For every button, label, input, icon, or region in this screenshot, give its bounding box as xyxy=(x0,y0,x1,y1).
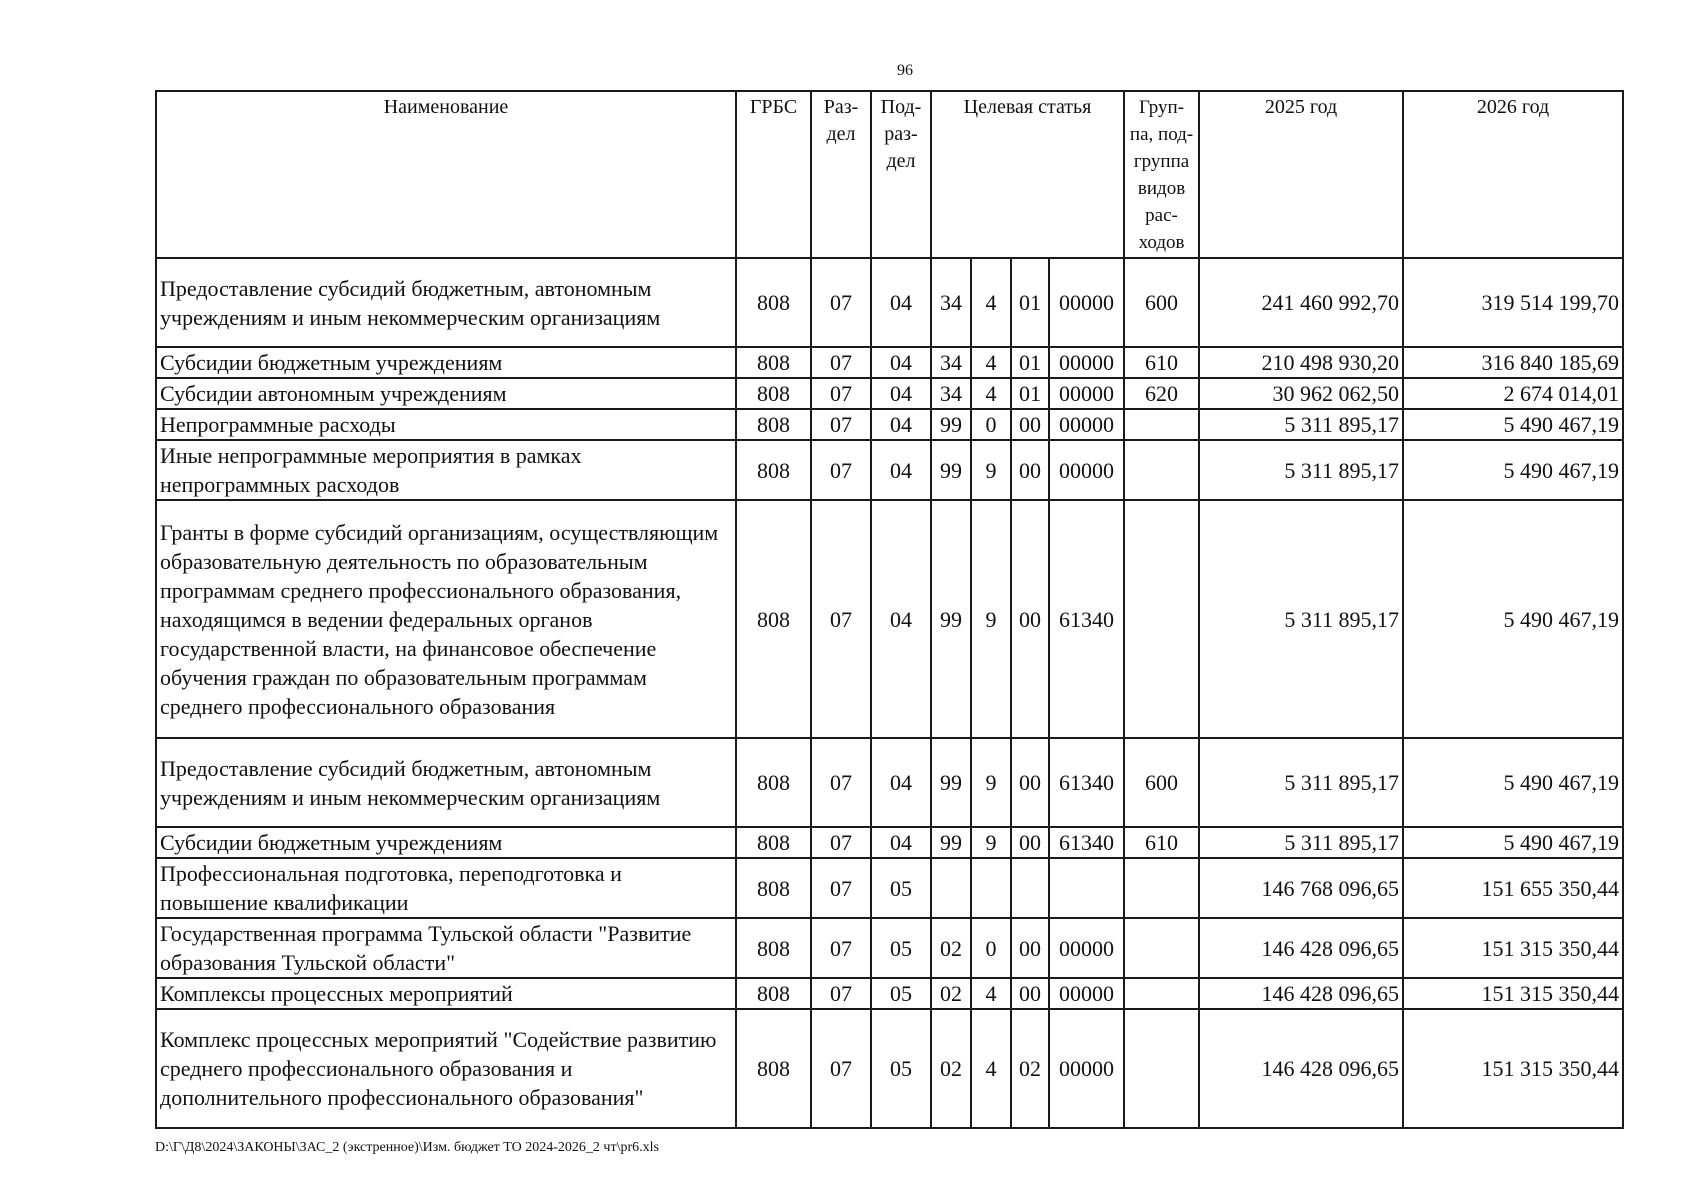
table-row xyxy=(156,258,1623,347)
cell-podrazdel: 05 xyxy=(871,858,931,918)
cell-name: Предоставление субсидий бюджетным, автономным учреждениям и иным некоммерческим организациям xyxy=(156,738,736,827)
cell-name: Субсидии бюджетным учреждениям xyxy=(156,347,736,378)
cell-podrazdel: 05 xyxy=(871,1009,931,1128)
cell-razdel: 07 xyxy=(811,378,871,409)
cell-name: Комплексы процессных мероприятий xyxy=(156,978,736,1009)
table-row xyxy=(156,378,1623,409)
cell-podrazdel: 05 xyxy=(871,978,931,1009)
cell-target-subprogram: 01 xyxy=(1011,378,1049,409)
cell-grbs: 808 xyxy=(736,440,811,500)
cell-amount-2026: 319 514 199,70 xyxy=(1403,258,1623,347)
cell-razdel: 07 xyxy=(811,827,871,858)
cell-razdel: 07 xyxy=(811,500,871,738)
cell-target-type: 4 xyxy=(971,378,1011,409)
cell-name: Государственная программа Тульской области "Развитие образования Тульской области" xyxy=(156,918,736,978)
cell-expense-group xyxy=(1124,1009,1199,1128)
cell-grbs: 808 xyxy=(736,347,811,378)
cell-target-subprogram: 00 xyxy=(1011,500,1049,738)
table-row xyxy=(156,409,1623,440)
table-row xyxy=(156,738,1623,827)
cell-amount-2026: 151 315 350,44 xyxy=(1403,918,1623,978)
header-row xyxy=(156,91,1623,258)
cell-amount-2026: 2 674 014,01 xyxy=(1403,378,1623,409)
header-expense-group: Груп- па, под- группа видов рас- ходов xyxy=(1124,91,1199,258)
cell-target-program: 99 xyxy=(931,500,971,738)
header-name: Наименование xyxy=(156,91,736,258)
cell-amount-2025: 146 768 096,65 xyxy=(1199,858,1403,918)
cell-target-direction: 00000 xyxy=(1049,440,1124,500)
cell-expense-group: 620 xyxy=(1124,378,1199,409)
cell-target-type: 0 xyxy=(971,409,1011,440)
cell-target-program: 02 xyxy=(931,918,971,978)
cell-expense-group xyxy=(1124,409,1199,440)
cell-name: Субсидии бюджетным учреждениям xyxy=(156,827,736,858)
cell-target-direction: 00000 xyxy=(1049,1009,1124,1128)
cell-target-program: 34 xyxy=(931,378,971,409)
cell-target-program: 02 xyxy=(931,1009,971,1128)
cell-grbs: 808 xyxy=(736,258,811,347)
cell-amount-2025: 241 460 992,70 xyxy=(1199,258,1403,347)
cell-target-program: 99 xyxy=(931,827,971,858)
header-year-2026: 2026 год xyxy=(1403,91,1623,258)
cell-amount-2025: 5 311 895,17 xyxy=(1199,440,1403,500)
cell-amount-2025: 5 311 895,17 xyxy=(1199,409,1403,440)
cell-podrazdel: 04 xyxy=(871,409,931,440)
cell-amount-2026: 151 655 350,44 xyxy=(1403,858,1623,918)
cell-target-type: 0 xyxy=(971,918,1011,978)
cell-name: Непрограммные расходы xyxy=(156,409,736,440)
cell-amount-2025: 5 311 895,17 xyxy=(1199,827,1403,858)
cell-grbs: 808 xyxy=(736,978,811,1009)
cell-razdel: 07 xyxy=(811,440,871,500)
cell-podrazdel: 04 xyxy=(871,258,931,347)
cell-target-subprogram: 00 xyxy=(1011,978,1049,1009)
budget-table xyxy=(155,90,1624,1129)
cell-target-type: 4 xyxy=(971,258,1011,347)
header-podrazdel: Под- раз- дел xyxy=(871,91,931,258)
cell-razdel: 07 xyxy=(811,409,871,440)
cell-expense-group: 600 xyxy=(1124,258,1199,347)
table-row xyxy=(156,347,1623,378)
cell-razdel: 07 xyxy=(811,738,871,827)
cell-podrazdel: 04 xyxy=(871,378,931,409)
cell-amount-2026: 5 490 467,19 xyxy=(1403,409,1623,440)
cell-target-subprogram: 00 xyxy=(1011,918,1049,978)
cell-target-subprogram: 00 xyxy=(1011,440,1049,500)
cell-grbs: 808 xyxy=(736,1009,811,1128)
cell-amount-2025: 210 498 930,20 xyxy=(1199,347,1403,378)
cell-podrazdel: 04 xyxy=(871,500,931,738)
cell-name: Иные непрограммные мероприятия в рамках непрограммных расходов xyxy=(156,440,736,500)
cell-expense-group xyxy=(1124,978,1199,1009)
cell-expense-group xyxy=(1124,440,1199,500)
cell-target-subprogram: 00 xyxy=(1011,409,1049,440)
cell-name: Профессиональная подготовка, переподготовка и повышение квалификации xyxy=(156,858,736,918)
cell-podrazdel: 05 xyxy=(871,918,931,978)
cell-expense-group: 610 xyxy=(1124,827,1199,858)
cell-grbs: 808 xyxy=(736,858,811,918)
cell-grbs: 808 xyxy=(736,500,811,738)
cell-target-subprogram: 02 xyxy=(1011,1009,1049,1128)
cell-target-subprogram: 00 xyxy=(1011,738,1049,827)
cell-podrazdel: 04 xyxy=(871,827,931,858)
cell-amount-2026: 5 490 467,19 xyxy=(1403,500,1623,738)
cell-target-direction: 00000 xyxy=(1049,378,1124,409)
cell-grbs: 808 xyxy=(736,378,811,409)
cell-amount-2025: 146 428 096,65 xyxy=(1199,978,1403,1009)
cell-name: Предоставление субсидий бюджетным, автономным учреждениям и иным некоммерческим организациям xyxy=(156,258,736,347)
cell-target-direction: 00000 xyxy=(1049,978,1124,1009)
cell-razdel: 07 xyxy=(811,978,871,1009)
cell-razdel: 07 xyxy=(811,1009,871,1128)
cell-amount-2025: 5 311 895,17 xyxy=(1199,738,1403,827)
cell-target-type: 9 xyxy=(971,440,1011,500)
cell-target-type: 4 xyxy=(971,978,1011,1009)
cell-amount-2025: 5 311 895,17 xyxy=(1199,500,1403,738)
cell-target-subprogram: 00 xyxy=(1011,827,1049,858)
cell-expense-group xyxy=(1124,500,1199,738)
cell-target-program: 02 xyxy=(931,978,971,1009)
cell-expense-group xyxy=(1124,858,1199,918)
cell-expense-group xyxy=(1124,918,1199,978)
cell-amount-2026: 5 490 467,19 xyxy=(1403,738,1623,827)
cell-razdel: 07 xyxy=(811,258,871,347)
cell-target-subprogram: 01 xyxy=(1011,347,1049,378)
cell-target-program: 99 xyxy=(931,738,971,827)
header-razdel: Раз- дел xyxy=(811,91,871,258)
cell-name: Гранты в форме субсидий организациям, осуществляющим образовательную деятельность по образовательным программам среднего профессионального образования, находящимся в ведении федеральных органов государственной власти, на финансовое обеспечение обучения граждан по образовательным программам среднего профессионального образования xyxy=(156,500,736,738)
cell-target-type xyxy=(971,858,1011,918)
cell-amount-2026: 5 490 467,19 xyxy=(1403,827,1623,858)
cell-target-type: 9 xyxy=(971,827,1011,858)
header-year-2025: 2025 год xyxy=(1199,91,1403,258)
cell-target-program: 34 xyxy=(931,347,971,378)
cell-target-direction: 61340 xyxy=(1049,738,1124,827)
header-target-article: Целевая статья xyxy=(931,91,1124,258)
cell-target-program: 34 xyxy=(931,258,971,347)
cell-target-type: 4 xyxy=(971,1009,1011,1128)
cell-target-direction: 61340 xyxy=(1049,500,1124,738)
cell-razdel: 07 xyxy=(811,918,871,978)
page-number: 96 xyxy=(897,62,913,79)
cell-grbs: 808 xyxy=(736,409,811,440)
cell-amount-2025: 146 428 096,65 xyxy=(1199,1009,1403,1128)
cell-target-type: 9 xyxy=(971,500,1011,738)
cell-target-direction xyxy=(1049,858,1124,918)
table-row xyxy=(156,918,1623,978)
cell-target-direction: 00000 xyxy=(1049,258,1124,347)
cell-amount-2026: 151 315 350,44 xyxy=(1403,978,1623,1009)
cell-target-program: 99 xyxy=(931,409,971,440)
cell-target-direction: 00000 xyxy=(1049,409,1124,440)
cell-target-program xyxy=(931,858,971,918)
cell-amount-2026: 316 840 185,69 xyxy=(1403,347,1623,378)
cell-grbs: 808 xyxy=(736,738,811,827)
table-row xyxy=(156,440,1623,500)
cell-expense-group: 610 xyxy=(1124,347,1199,378)
cell-target-direction: 00000 xyxy=(1049,347,1124,378)
cell-podrazdel: 04 xyxy=(871,440,931,500)
cell-target-type: 4 xyxy=(971,347,1011,378)
cell-razdel: 07 xyxy=(811,347,871,378)
cell-amount-2025: 146 428 096,65 xyxy=(1199,918,1403,978)
cell-target-subprogram xyxy=(1011,858,1049,918)
cell-expense-group: 600 xyxy=(1124,738,1199,827)
cell-amount-2026: 5 490 467,19 xyxy=(1403,440,1623,500)
cell-grbs: 808 xyxy=(736,918,811,978)
cell-target-type: 9 xyxy=(971,738,1011,827)
cell-target-program: 99 xyxy=(931,440,971,500)
table-row xyxy=(156,500,1623,738)
table-row xyxy=(156,827,1623,858)
cell-amount-2025: 30 962 062,50 xyxy=(1199,378,1403,409)
table-body xyxy=(156,258,1623,1128)
cell-podrazdel: 04 xyxy=(871,347,931,378)
file-path-footer: D:\Г\Д8\2024\ЗАКОНЫ\ЗАС_2 (экстренное)\Изм. бюджет ТО 2024-2026_2 чт\pr6.xls xyxy=(155,1140,659,1155)
table-row xyxy=(156,978,1623,1009)
cell-grbs: 808 xyxy=(736,827,811,858)
table-row xyxy=(156,1009,1623,1128)
table-row xyxy=(156,858,1623,918)
cell-target-subprogram: 01 xyxy=(1011,258,1049,347)
cell-name: Комплекс процессных мероприятий "Содействие развитию среднего профессионального образования и дополнительного профессионального образования" xyxy=(156,1009,736,1128)
cell-target-direction: 61340 xyxy=(1049,827,1124,858)
header-grbs: ГРБС xyxy=(736,91,811,258)
cell-podrazdel: 04 xyxy=(871,738,931,827)
cell-name: Субсидии автономным учреждениям xyxy=(156,378,736,409)
cell-target-direction: 00000 xyxy=(1049,918,1124,978)
cell-amount-2026: 151 315 350,44 xyxy=(1403,1009,1623,1128)
cell-razdel: 07 xyxy=(811,858,871,918)
